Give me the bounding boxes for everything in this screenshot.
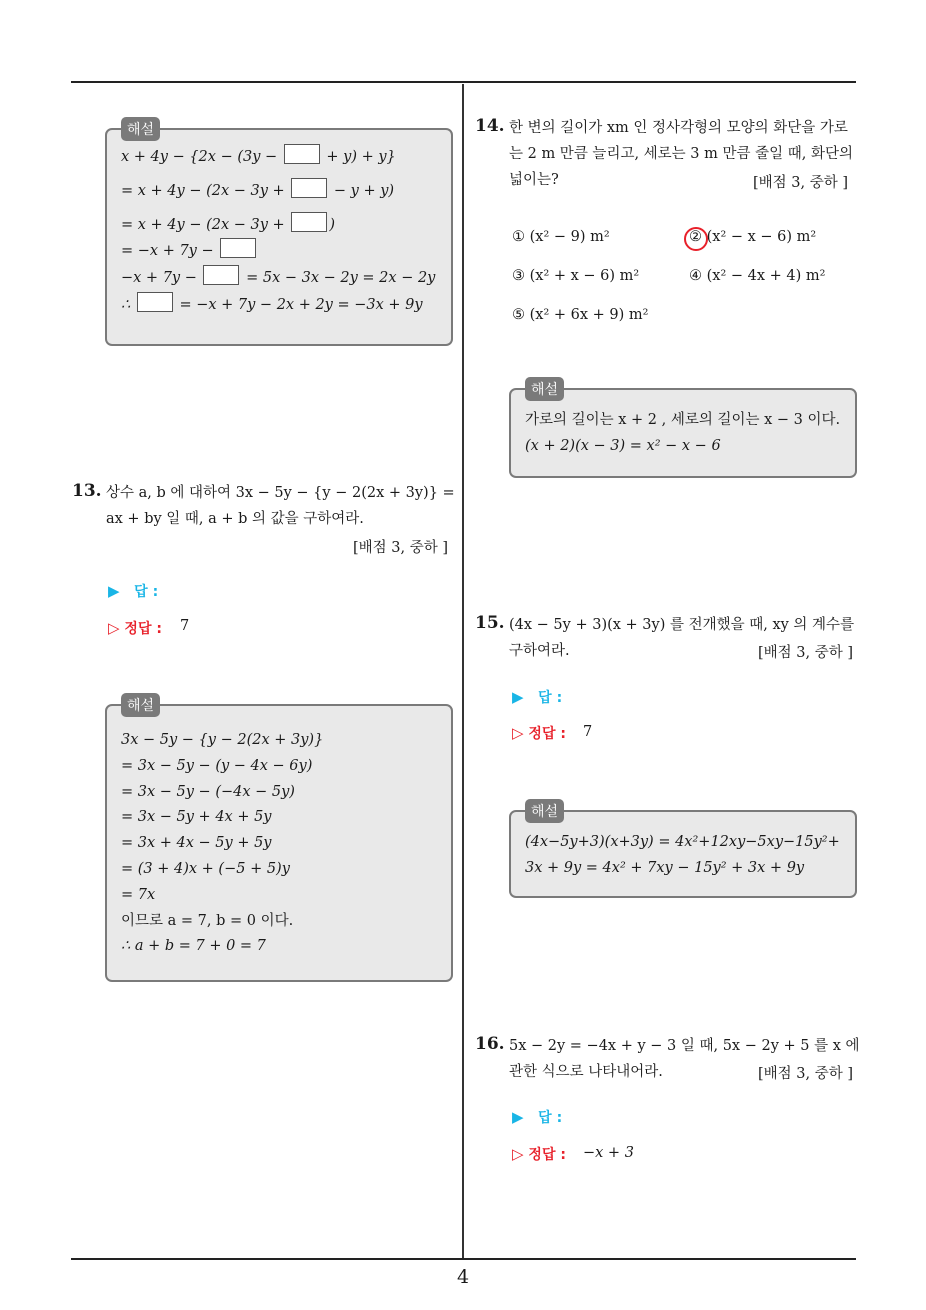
q14-option-3[interactable]: ③ (x² + x − 6) m²: [512, 268, 640, 284]
solution-tag: 해설: [121, 117, 160, 141]
q14-text-line1: 한 변의 길이가 xm 인 정사각형의 모양의 화단을 가로: [509, 120, 848, 136]
solution-line: ∴ a + b = 7 + 0 = 7: [121, 938, 266, 955]
solution-tag: 해설: [525, 799, 564, 823]
q13-correct-value: 7: [180, 618, 190, 634]
solution-line: 3x + 9y = 4x² + 7xy − 15y² + 3x + 9y: [525, 859, 805, 876]
q15-answer-label: ▶ 답 :: [512, 688, 563, 706]
q14-text-line3: 넓이는?: [509, 172, 559, 188]
blank-box: [291, 178, 327, 198]
top-rule: [71, 81, 856, 83]
q16-correct-label: ▷ 정답 :: [512, 1145, 566, 1163]
q14-option-1[interactable]: ① (x² − 9) m²: [512, 229, 610, 245]
play-icon: ▶: [512, 688, 524, 706]
play-icon: ▶: [512, 1108, 524, 1126]
solution-line: = x + 4y − (2x − 3y + − y + y): [121, 178, 437, 205]
q16-number: 16.: [475, 1034, 505, 1054]
solution-line: = 3x + 4x − 5y + 5y: [121, 835, 272, 852]
q14-option-2[interactable]: ② (x² − x − 6) m²: [689, 229, 817, 245]
solution-box-prev: [105, 122, 453, 346]
q16-text-line2: 관한 식으로 나타내어라.: [509, 1064, 663, 1080]
q14-score-ref: [배점 3, 중하 ]: [753, 175, 849, 191]
q15-text-line2: 구하여라.: [509, 643, 570, 659]
triangle-outline-icon: ▷: [108, 619, 120, 637]
q15-text-line1: (4x − 5y + 3)(x + 3y) 를 전개했을 때, xy 의 계수를: [509, 617, 855, 633]
q16-answer-label: ▶ 답 :: [512, 1108, 563, 1126]
q14-option-4[interactable]: ④ (x² − 4x + 4) m²: [689, 268, 826, 284]
solution-line: 3x − 5y − {y − 2(2x + 3y)}: [121, 732, 324, 748]
q14-text-line2: 는 2 m 만큼 늘리고, 세로는 3 m 만큼 줄일 때, 화단의: [509, 146, 853, 162]
solution-line: x + 4y − {2x − (3y − + y) + y}: [121, 144, 437, 171]
q13-text-line2: ax + by 일 때, a + b 의 값을 구하여라.: [106, 511, 364, 527]
q16-text-line1: 5x − 2y = −4x + y − 3 일 때, 5x − 2y + 5 를 x 에: [509, 1038, 860, 1054]
solution-line: (x + 2)(x − 3) = x² − x − 6: [525, 437, 721, 454]
solution-line: ∴ = −x + 7y − 2x + 2y = −3x + 9y: [121, 292, 437, 319]
q13-number: 13.: [72, 481, 102, 501]
solution-line: = 3x − 5y − (−4x − 5y): [121, 783, 295, 800]
q15-solution-box: [509, 804, 857, 898]
solution-line: 가로의 길이는 x + 2 , 세로의 길이는 x − 3 이다.: [525, 412, 841, 428]
triangle-outline-icon: ▷: [512, 724, 524, 742]
blank-box: [137, 292, 173, 312]
bottom-rule: [71, 1258, 856, 1260]
q15-score-ref: [배점 3, 중하 ]: [758, 645, 854, 661]
q14-number: 14.: [475, 116, 505, 136]
solution-line: = (3 + 4)x + (−5 + 5)y: [121, 860, 290, 877]
solution-line: −x + 7y − = 5x − 3x − 2y = 2x − 2y: [121, 265, 437, 292]
blank-box: [220, 238, 256, 258]
blank-box: [291, 212, 327, 232]
column-divider: [462, 84, 464, 1260]
solution-line: 이므로 a = 7, b = 0 이다.: [121, 912, 294, 929]
solution-line: = −x + 7y −: [121, 238, 437, 265]
q13-text-line1: 상수 a, b 에 대하여 3x − 5y − {y − 2(2x + 3y)} =: [106, 485, 455, 501]
q15-correct-label: ▷ 정답 :: [512, 724, 566, 742]
solution-line: (4x−5y+3)(x+3y) = 4x²+12xy−5xy−15y²+: [525, 834, 840, 850]
q14-option-5[interactable]: ⑤ (x² + 6x + 9) m²: [512, 307, 649, 323]
q16-correct-value: −x + 3: [583, 1145, 634, 1161]
q15-number: 15.: [475, 613, 505, 633]
solution-line: = 3x − 5y − (y − 4x − 6y): [121, 757, 313, 774]
blank-box: [284, 144, 320, 164]
solution-tag: 해설: [525, 377, 564, 401]
solution-tag: 해설: [121, 693, 160, 717]
play-icon: ▶: [108, 582, 120, 600]
blank-box: [203, 265, 239, 285]
triangle-outline-icon: ▷: [512, 1145, 524, 1163]
q15-correct-value: 7: [583, 724, 593, 740]
q14-solution-box: [509, 382, 857, 478]
q13-score-ref: [배점 3, 중하 ]: [353, 540, 449, 556]
q13-solution-box: [105, 698, 453, 982]
page-number: 4: [456, 1266, 470, 1288]
solution-line: = 3x − 5y + 4x + 5y: [121, 809, 272, 826]
q13-correct-label: ▷ 정답 :: [108, 619, 162, 637]
solution-line: = x + 4y − (2x − 3y + ): [121, 212, 437, 239]
solution-line: = 7x: [121, 886, 156, 903]
q16-score-ref: [배점 3, 중하 ]: [758, 1066, 854, 1082]
q13-answer-label: ▶ 답 :: [108, 582, 159, 600]
